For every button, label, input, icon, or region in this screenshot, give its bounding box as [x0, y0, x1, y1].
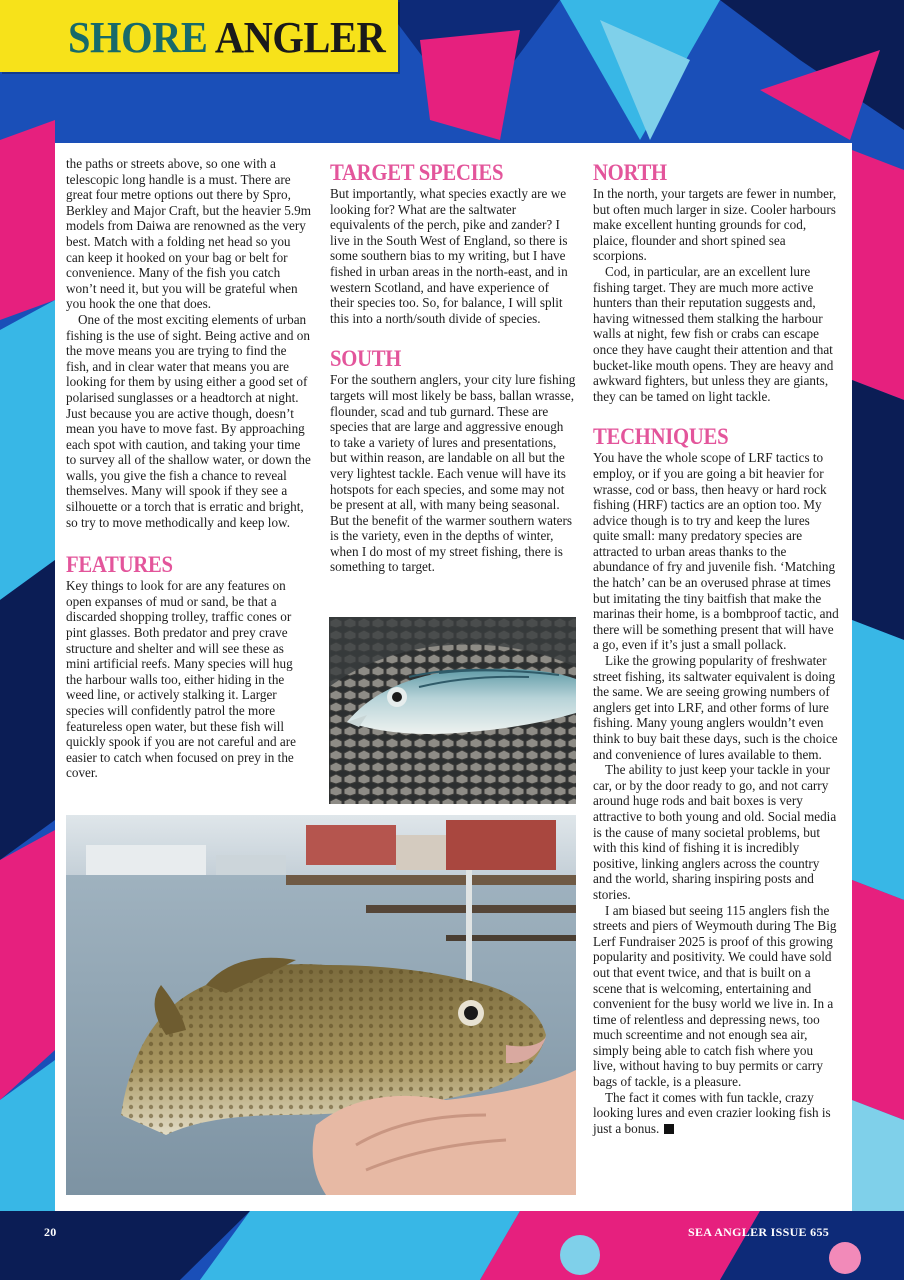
column-3 [593, 160, 839, 1136]
paragraph: Key things to look for are any features on open expanses of mud or sand, be that a discarded shopping trolley, traffic cones or pint glasses. Both predator and prey crave structure and shelter and will see these as mini artificial reefs. Many species will hug the harbour walls too, either hiding in the weed line, or actively stalking it. Larger species will confidently patrol the more featureless open water, but these fish will quickly spook if you are not careful and are easier to catch when focused on prey in the cover. [66, 578, 296, 781]
end-mark-icon [664, 1124, 674, 1134]
heading-techniques: TECHNIQUES [593, 424, 729, 450]
heading-south: SOUTH [330, 346, 402, 372]
column-1 [66, 156, 311, 781]
section-title [68, 12, 385, 64]
mackerel-photo [329, 617, 576, 804]
paragraph: Cod, in particular, are an excellent lure fishing target. They are much more active hunters than their reputation suggests and, having witnessed them stalking the harbour walls at night, few fish or crabs can escape once they have caught their attention and that bucket-like mouth opens. They are heavy and awkward fighters, but unless they are giants, they can be tamed on light tackle. [593, 263, 834, 404]
paragraph: The ability to just keep your tackle in your car, or by the door ready to go, and not carry around huge rods and bait boxes is very attractive to both young and old. Social media is the cause of many societal problems, but with this kind of fishing it is incredibly positive, linking anglers across the country and the world, sharing inspiring posts and stories. [593, 762, 837, 902]
paragraph: the paths or streets above, so one with a telescopic long handle is a must. There are great four metre options out there by Spro, Berkley and Major Craft, but the heavier 5.9m models from Daiwa are renowned as the very best. Match with a folding net head so you can keep it hooked on your bag or belt for convenience. Many of the fish you catch won’t need it, but you will be grateful when you hook the one that does. [66, 156, 311, 312]
title-shore: SHORE [68, 13, 208, 62]
paragraph: Like the growing popularity of freshwater street fishing, its saltwater equivalent is doing the same. We are seeing growing numbers of anglers get into LRF, and other forms of lure fishing. Many young anglers wouldn’t even think to buy bait these days, such is the choice and convenience of lures available to them. [593, 653, 838, 762]
heading-north: NORTH [593, 160, 667, 185]
heading-target-species: TARGET SPECIES [330, 160, 504, 185]
paragraph: I am biased but seeing 115 anglers fish the streets and piers of Weymouth during The Big Lerf Fundraiser 2025 is proof of this growing popularity and positivity. We could have sold out that event twice, and that is built on a scene that is welcoming, entertaining and convenient for the busy world we live in. In a time of relentless and depressing news, too much screentime and not enough sea air, simply being able to catch fish where you live, without having to buy permits or carry bags of tackle, is a pleasure. [593, 902, 837, 1090]
heading-features: FEATURES [66, 552, 173, 578]
paragraph-final-text: The fact it comes with fun tackle, crazy looking lures and even crazier looking fish is just a bonus. [593, 1089, 831, 1136]
title-angler: ANGLER [214, 13, 386, 62]
paragraph: But importantly, what species exactly are we looking for? What are the saltwater equivalents of the perch, pike and zander? I live in the South West of England, so there is some southern bias to my writing, but I have fished in urban areas in the north-east, and in western Scotland, and have experience of their species too. So, for balance, I will split this into a north/south divide of species. [330, 186, 568, 326]
paragraph: For the southern anglers, your city lure fishing targets will most likely be bass, ballan wrasse, flounder, scad and tub gurnard. These are species that are large and aggressive enough to take a variety of lures and presentations, but within reason, are landable on all but the very lightest tackle. Each venue will have its hotspots for each species, and some may not be present at all, with many being seasonal. But the benefit of the warmer southern waters is the variety, even in the depths of winter, when I do most of my street fishing, there is something to target. [330, 372, 576, 575]
paragraph: One of the most exciting elements of urban fishing is the use of sight. Being active and on the move means you are trying to find the fish, and in clear water that means you are looking for them by using either a good set of polarised sunglasses or a headtorch at night. Just because you are active though, doesn’t mean you have to move fast. By approaching each spot with caution, and taking your time to survey all of the shallow water, or down the walls, you give the fish a chance to reveal themselves. Many will spook if they see a silhouette or a torch that is erratic and bright, so try to move methodically and keep low. [66, 311, 311, 530]
page-number: 20 [44, 1225, 57, 1239]
paragraph: You have the whole scope of LRF tactics to employ, or if you are going a bit heavier for wrasse, cod or bass, then heavy or hard rock fishing (HRF) tactics are an option too. My advice though is to try and keep the lures quite small: many predatory species are attracted to urban areas thanks to the abundance of fry and juvenile fish. ‘Matching the hatch’ can be an overused phrase at times but imitating the tiny baitfish that make the marinas their home, is a bombproof tactic, and there will be something present that will have a go, even if it’s just a small pollack. [593, 450, 839, 653]
cod-photo [66, 815, 576, 1195]
column-2 [330, 160, 576, 575]
paragraph: In the north, your targets are fewer in number, but often much larger in size. Cooler harbours make excellent hunting grounds for cod, plaice, flounder and short spined sea scorpions. [593, 186, 837, 264]
paragraph-final [593, 1090, 839, 1137]
magazine-issue: SEA ANGLER ISSUE 655 [688, 1225, 830, 1239]
